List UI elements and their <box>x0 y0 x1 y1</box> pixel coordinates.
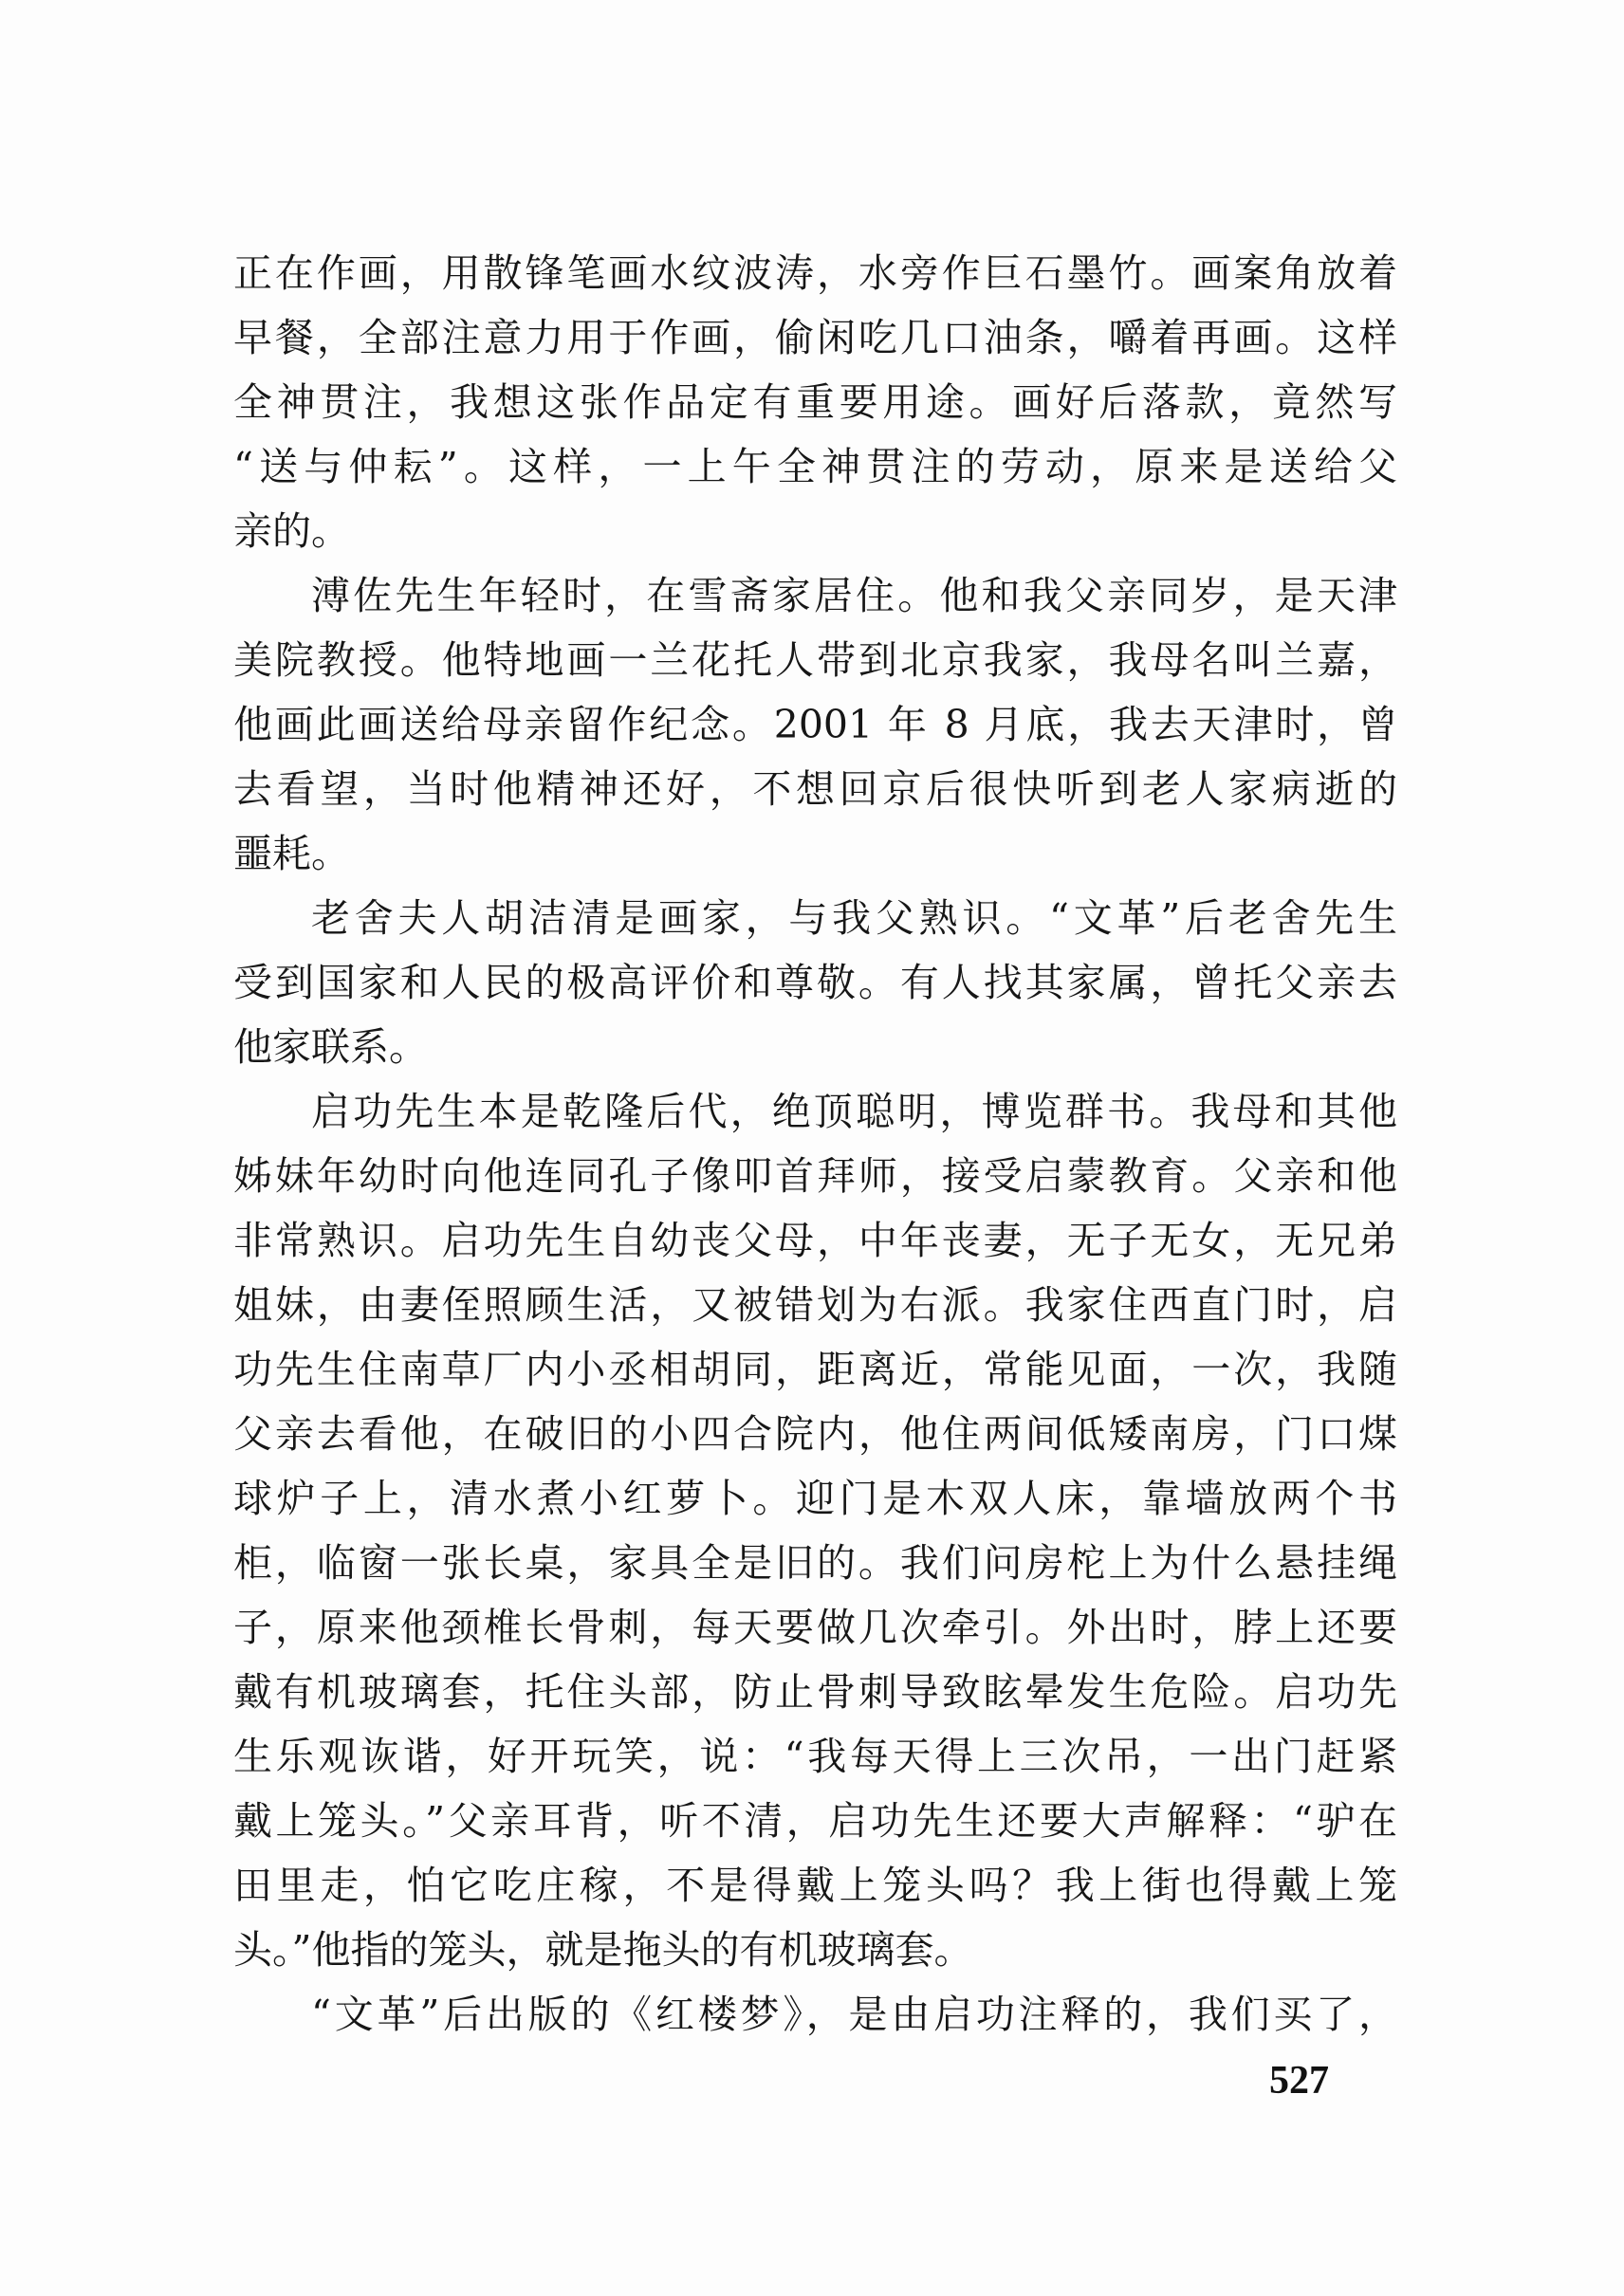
text-line: 戴有机玻璃套，托住头部，防止骨刺导致眩晕发生危险。启功先 <box>233 1669 1397 1715</box>
page-number: 527 <box>1269 2059 1329 2103</box>
text-line: 早餐，全部注意力用于作画，偷闲吃几口油条，嚼着再画。这样 <box>233 315 1397 360</box>
paragraph <box>233 1982 1397 2047</box>
paragraph <box>233 241 1397 563</box>
text-line: “送与仲耘”。这样，一上午全神贯注的劳动，原来是送给父 <box>233 444 1397 489</box>
text-line: 子，原来他颈椎长骨刺，每天要做几次牵引。外出时，脖上还要 <box>233 1605 1397 1650</box>
text-line: 他画此画送给母亲留作纪念。2001 年 8 月底，我去天津时，曾 <box>233 702 1397 747</box>
text-line: 溥佐先生年轻时，在雪斋家居住。他和我父亲同岁，是天津 <box>311 573 1397 618</box>
text-line: 姐妹，由妻侄照顾生活，又被错划为右派。我家住西直门时，启 <box>233 1282 1397 1328</box>
text-line: 头。”他指的笼头，就是拖头的有机玻璃套。 <box>233 1927 973 1973</box>
text-line: 受到国家和人民的极高评价和尊敬。有人找其家属，曾托父亲去 <box>233 960 1397 1005</box>
text-line: 老舍夫人胡洁清是画家，与我父熟识。“文革”后老舍先生 <box>311 895 1397 941</box>
text-line: 父亲去看他，在破旧的小四合院内，他住两间低矮南房，门口煤 <box>233 1411 1397 1457</box>
text-line: 全神贯注，我想这张作品定有重要用途。画好后落款，竟然写 <box>233 379 1397 425</box>
text-line: 功先生住南草厂内小丞相胡同，距离近，常能见面，一次，我随 <box>233 1347 1397 1392</box>
text-line: 噩耗。 <box>233 831 350 876</box>
text-line: 柜，临窗一张长桌，家具全是旧的。我们问房柁上为什么悬挂绳 <box>233 1540 1397 1586</box>
text-line: 田里走，怕它吃庄稼，不是得戴上笼头吗？我上街也得戴上笼 <box>233 1863 1397 1908</box>
paragraph <box>233 886 1397 1079</box>
paragraph <box>233 1079 1397 1982</box>
text-line: 启功先生本是乾隆后代，绝顶聪明，博览群书。我母和其他 <box>311 1089 1397 1134</box>
text-line: 戴上笼头。”父亲耳背，听不清，启功先生还要大声解释：“驴在 <box>233 1798 1397 1844</box>
text-line: 非常熟识。启功先生自幼丧父母，中年丧妻，无子无女，无兄弟 <box>233 1218 1397 1263</box>
paragraph <box>233 563 1397 886</box>
text-line: 他家联系。 <box>233 1024 428 1070</box>
text-line: 美院教授。他特地画一兰花托人带到北京我家，我母名叫兰嘉， <box>233 637 1397 683</box>
text-line: 正在作画，用散锋笔画水纹波涛，水旁作巨石墨竹。画案角放着 <box>233 250 1397 296</box>
text-line: 球炉子上，清水煮小红萝卜。迎门是木双人床，靠墙放两个书 <box>233 1476 1397 1521</box>
text-line: 去看望，当时他精神还好，不想回京后很快听到老人家病逝的 <box>233 766 1397 812</box>
text-line: 亲的。 <box>233 508 350 554</box>
body-text <box>233 241 1397 2047</box>
text-line: “文革”后出版的《红楼梦》，是由启功注释的，我们买了， <box>311 1992 1397 2037</box>
text-line: 生乐观诙谐，好开玩笑，说：“我每天得上三次吊，一出门赶紧 <box>233 1734 1397 1779</box>
text-line: 姊妹年幼时向他连同孔子像叩首拜师，接受启蒙教育。父亲和他 <box>233 1153 1397 1199</box>
